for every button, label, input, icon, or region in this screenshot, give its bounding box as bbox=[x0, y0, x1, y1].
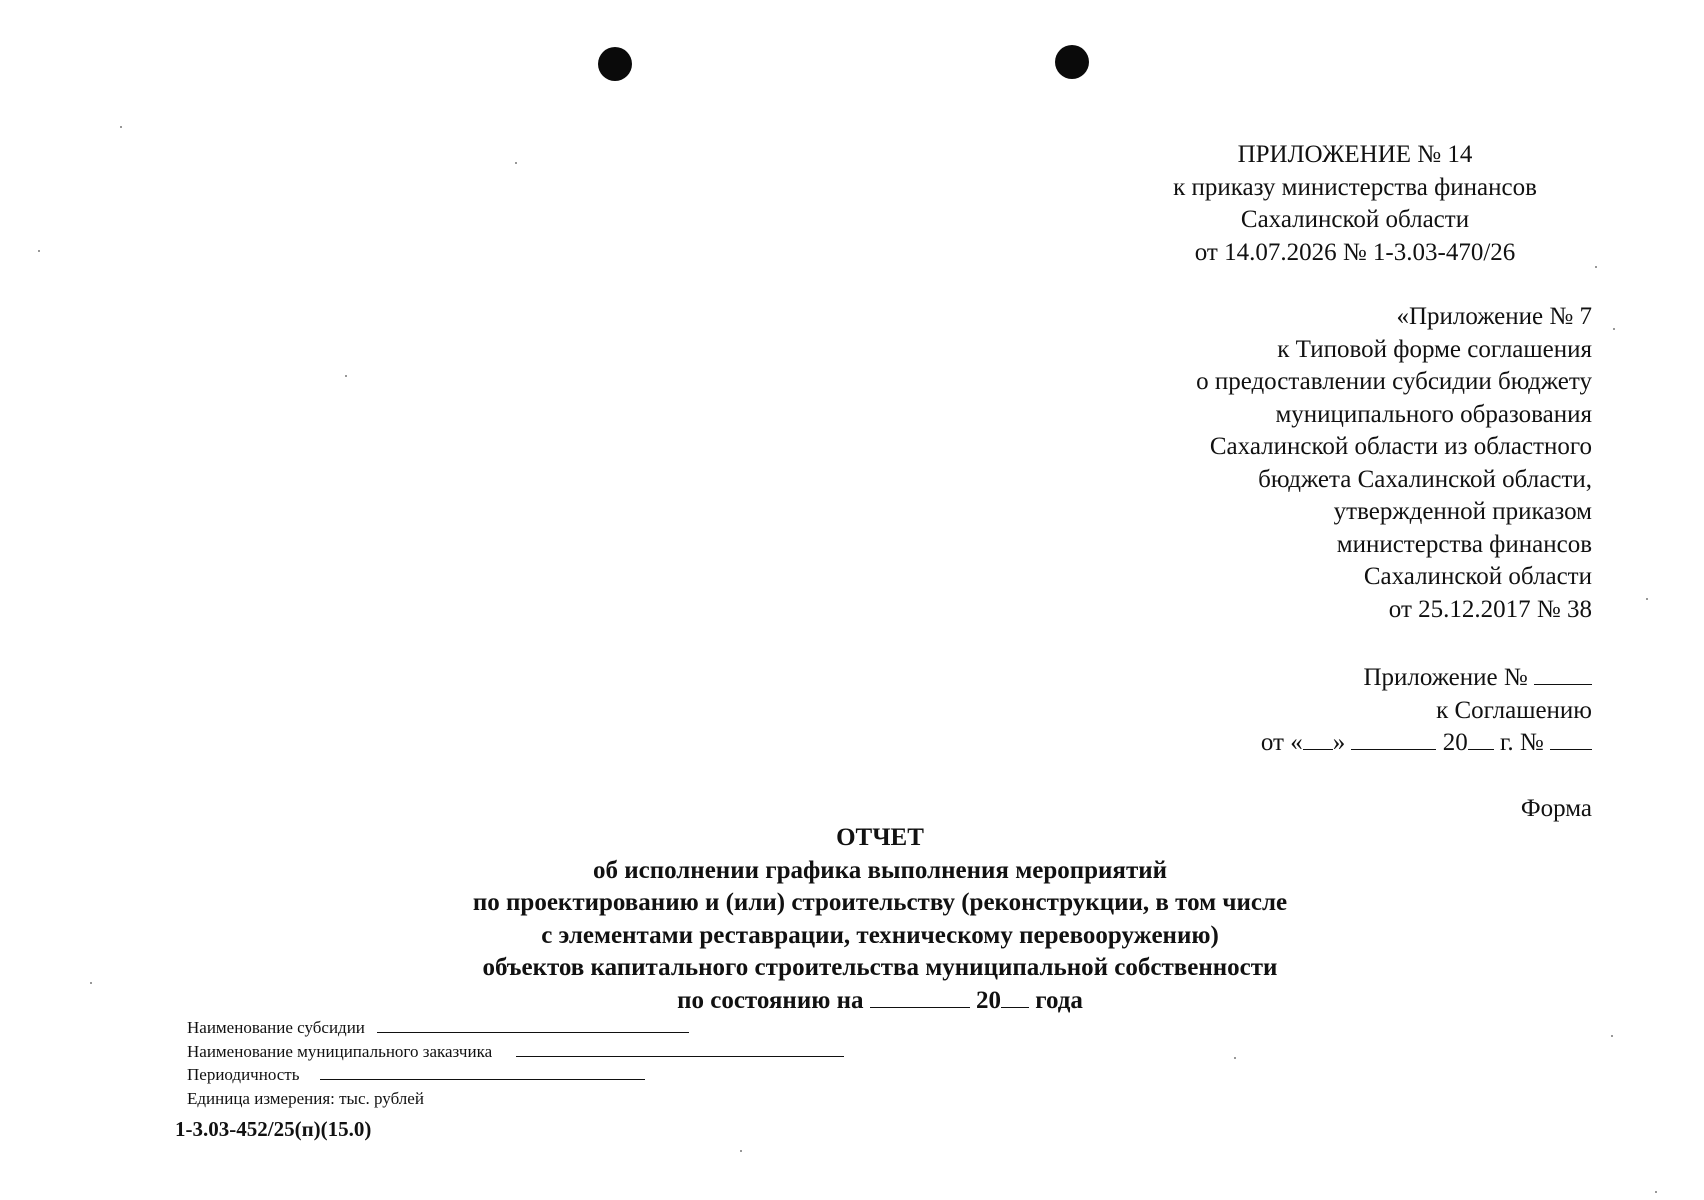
agreement-to-label: к Соглашению bbox=[1436, 696, 1592, 724]
title-line-6 bbox=[380, 985, 1380, 1018]
agreement-number-blank bbox=[1550, 727, 1592, 750]
scan-speck bbox=[345, 375, 347, 377]
scan-speck bbox=[90, 982, 92, 984]
agreement-header bbox=[1261, 662, 1592, 760]
annex7-line: бюджета Сахалинской области, bbox=[1258, 465, 1592, 493]
agreement-quote-close: » bbox=[1332, 729, 1346, 756]
agreement-date-line bbox=[1261, 727, 1592, 760]
title-line-3: по проектированию и (или) строительству (реконструкции, в том числе bbox=[472, 889, 1288, 916]
title-line-1: ОТЧЕТ bbox=[836, 824, 924, 851]
year-blank bbox=[1468, 727, 1494, 750]
periodicity-label: Периодичность bbox=[187, 1065, 300, 1084]
approval-header bbox=[1110, 139, 1600, 269]
date-blank bbox=[870, 985, 970, 1008]
agreement-number-label: г. № bbox=[1499, 729, 1544, 756]
subsidy-name-label: Наименование субсидии bbox=[187, 1018, 365, 1037]
punch-hole-right bbox=[1055, 45, 1089, 79]
title-date-suffix: года bbox=[1035, 986, 1083, 1014]
report-fields bbox=[187, 1016, 844, 1110]
month-blank bbox=[1351, 727, 1436, 750]
agreement-annex-label: Приложение № bbox=[1363, 664, 1528, 691]
title-line-4: с элементами реставрации, техническому перевооружению) bbox=[541, 921, 1219, 949]
annex7-line: муниципального образования bbox=[1275, 400, 1592, 428]
scan-speck bbox=[1595, 266, 1597, 268]
year-blank bbox=[1001, 985, 1029, 1008]
customer-name-blank bbox=[516, 1041, 844, 1057]
annex7-line: Сахалинской области из областного bbox=[1209, 433, 1592, 460]
punch-hole-left bbox=[598, 47, 632, 81]
annex7-line: о предоставлении субсидии бюджету bbox=[1196, 368, 1592, 395]
scan-speck bbox=[1613, 328, 1615, 330]
approval-line-1: ПРИЛОЖЕНИЕ № 14 bbox=[1237, 141, 1473, 168]
annex7-header bbox=[1196, 301, 1592, 626]
approval-line-3: Сахалинской области bbox=[1240, 206, 1470, 233]
title-year-prefix: 20 bbox=[976, 986, 1001, 1014]
document-code: 1-3.03-452/25(п)(15.0) bbox=[175, 1117, 372, 1141]
annex7-line: к Типовой форме соглашения bbox=[1277, 335, 1592, 363]
customer-name-label: Наименование муниципального заказчика bbox=[187, 1041, 493, 1061]
annex7-line: «Приложение № 7 bbox=[1396, 303, 1592, 330]
agreement-year-prefix: 20 bbox=[1442, 729, 1468, 756]
annex-number-blank bbox=[1534, 662, 1592, 685]
agreement-annex-line bbox=[1261, 662, 1592, 695]
approval-line-2: к приказу министерства финансов bbox=[1173, 173, 1537, 201]
scan-speck bbox=[120, 126, 122, 128]
scan-speck bbox=[515, 162, 517, 164]
annex7-line: министерства финансов bbox=[1336, 530, 1592, 558]
periodicity-blank bbox=[320, 1064, 645, 1080]
title-line-5: объектов капитального строительства муниципальной собственности bbox=[482, 954, 1278, 981]
approval-line-4: от 14.07.2026 № 1-3.03-470/26 bbox=[1194, 238, 1516, 266]
periodicity-field bbox=[187, 1063, 844, 1087]
scan-speck bbox=[1655, 1191, 1657, 1193]
annex7-line: утвержденной приказом bbox=[1333, 498, 1592, 525]
unit-field: Единица измерения: тыс. рублей bbox=[187, 1088, 424, 1108]
agreement-from-prefix: от « bbox=[1260, 729, 1303, 756]
annex7-line: Сахалинской области bbox=[1363, 563, 1592, 590]
title-date-prefix: по состоянию на bbox=[677, 986, 864, 1014]
report-title bbox=[380, 822, 1380, 1017]
subsidy-name-blank bbox=[377, 1017, 689, 1033]
customer-name-field bbox=[187, 1040, 844, 1064]
scan-speck bbox=[1234, 1057, 1236, 1059]
scan-speck bbox=[1646, 598, 1648, 600]
annex7-line: от 25.12.2017 № 38 bbox=[1388, 595, 1592, 623]
scan-speck bbox=[740, 1150, 742, 1152]
day-blank bbox=[1303, 727, 1333, 750]
subsidy-name-field bbox=[187, 1016, 844, 1040]
scan-speck bbox=[1611, 1035, 1613, 1037]
form-label: Форма bbox=[1520, 795, 1592, 822]
title-line-2: об исполнении графика выполнения мероприятий bbox=[592, 856, 1168, 884]
scan-speck bbox=[38, 250, 40, 252]
